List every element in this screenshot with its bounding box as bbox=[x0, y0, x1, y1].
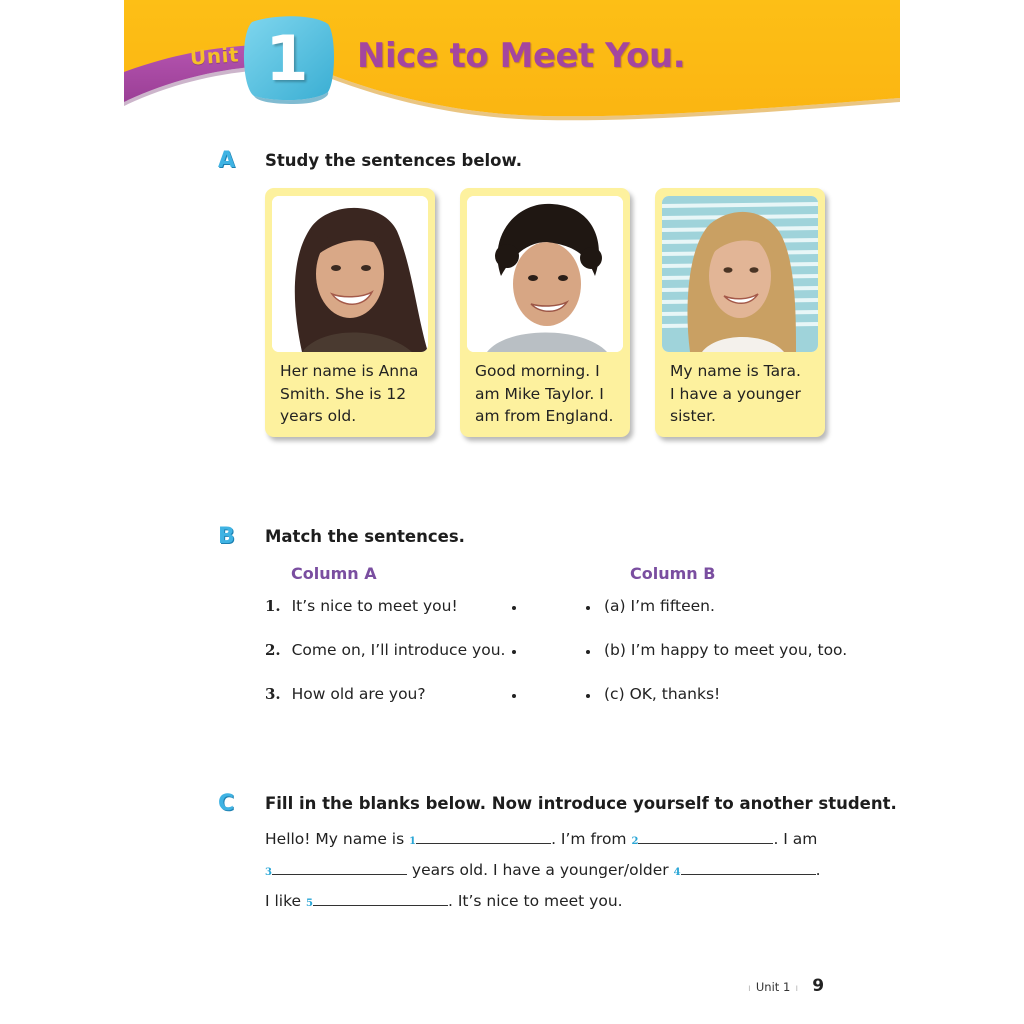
fill-line-3 bbox=[265, 892, 623, 910]
match-dot-b2[interactable] bbox=[586, 650, 590, 654]
blank-field-2[interactable] bbox=[638, 831, 773, 844]
caption-line: Smith. She is 12 bbox=[280, 384, 407, 403]
unit-label: Unit bbox=[189, 42, 240, 70]
section-b-letter: B bbox=[218, 524, 235, 549]
section-a-instruction: Study the sentences below. bbox=[265, 151, 522, 170]
section-a-letter: A bbox=[218, 148, 236, 173]
caption-line: sister. bbox=[670, 407, 716, 425]
unit-number-badge: 1 bbox=[265, 22, 309, 95]
column-b-item-a bbox=[604, 597, 715, 615]
caption-line: am Mike Taylor. I bbox=[475, 384, 604, 403]
column-a-item-1 bbox=[265, 597, 458, 615]
item-text: How old are you? bbox=[291, 685, 426, 703]
item-text: I’m happy to meet you, too. bbox=[630, 641, 848, 659]
fill-text: . I’m from bbox=[551, 830, 632, 848]
footer-unit-label: Unit 1 bbox=[755, 980, 791, 994]
section-c-letter: C bbox=[218, 791, 235, 816]
match-dot-a1[interactable] bbox=[512, 606, 516, 610]
divider-tick: ı bbox=[748, 983, 751, 994]
fill-line-1 bbox=[265, 830, 817, 848]
caption-line: am from England. bbox=[475, 407, 614, 425]
profile-card-anna bbox=[265, 188, 435, 437]
caption-line: My name is Tara. bbox=[670, 362, 801, 380]
girl-blonde-hair-photo bbox=[662, 196, 818, 352]
fill-text: . I am bbox=[773, 830, 818, 848]
match-dot-a2[interactable] bbox=[512, 650, 516, 654]
item-label: (a) bbox=[604, 597, 626, 615]
match-dot-b1[interactable] bbox=[586, 606, 590, 610]
card-caption bbox=[280, 360, 430, 428]
blank-number: 5 bbox=[306, 898, 313, 909]
item-text: I’m fifteen. bbox=[630, 597, 715, 615]
blank-field-1[interactable] bbox=[416, 831, 551, 844]
section-c-instruction: Fill in the blanks below. Now introduce yourself to another student. bbox=[265, 794, 897, 813]
item-text: Come on, I’ll introduce you. bbox=[291, 641, 506, 659]
page-number: 9 bbox=[812, 976, 825, 996]
fill-line-2 bbox=[265, 861, 821, 879]
column-a-item-2 bbox=[265, 641, 505, 659]
fill-text: Hello! My name is bbox=[265, 830, 410, 848]
fill-text: . bbox=[815, 861, 821, 879]
fill-text: years old. I have a younger/older bbox=[406, 861, 674, 879]
boy-curly-hair-photo bbox=[467, 196, 623, 352]
blank-number: 3 bbox=[265, 867, 272, 878]
blank-number: 1 bbox=[409, 836, 417, 847]
blank-field-4[interactable] bbox=[681, 862, 816, 875]
caption-line: I have a younger bbox=[670, 384, 801, 403]
fill-text: . It’s nice to meet you. bbox=[447, 892, 623, 910]
column-a-item-3 bbox=[265, 685, 426, 703]
card-caption bbox=[475, 360, 625, 428]
column-b-item-b bbox=[604, 641, 847, 659]
item-number: 3. bbox=[265, 685, 281, 703]
fill-text: I like bbox=[265, 892, 306, 910]
column-b-item-c bbox=[604, 685, 720, 703]
item-number: 1. bbox=[265, 597, 281, 615]
profile-card-tara bbox=[655, 188, 825, 437]
blank-number: 4 bbox=[673, 867, 681, 878]
column-b-heading: Column B bbox=[630, 564, 716, 583]
item-text: It’s nice to meet you! bbox=[291, 597, 458, 615]
match-dot-b3[interactable] bbox=[586, 694, 590, 698]
item-label: (b) bbox=[604, 641, 626, 659]
blank-number: 2 bbox=[631, 836, 639, 847]
item-number: 2. bbox=[265, 641, 281, 659]
unit-banner bbox=[124, 0, 900, 130]
card-caption bbox=[670, 360, 820, 428]
item-text: OK, thanks! bbox=[629, 685, 721, 703]
divider-tick: ı bbox=[795, 983, 799, 994]
girl-dark-hair-photo bbox=[272, 196, 428, 352]
section-b-instruction: Match the sentences. bbox=[265, 527, 465, 546]
caption-line: Good morning. I bbox=[475, 362, 600, 380]
item-label: (c) bbox=[604, 685, 625, 703]
match-dot-a3[interactable] bbox=[512, 694, 516, 698]
page-title: Nice to Meet You. bbox=[357, 36, 686, 76]
profile-card-mike bbox=[460, 188, 630, 437]
blank-field-5[interactable] bbox=[313, 893, 448, 906]
column-a-heading: Column A bbox=[291, 564, 377, 583]
blank-field-3[interactable] bbox=[272, 862, 407, 875]
caption-line: years old. bbox=[280, 407, 357, 425]
caption-line: Her name is Anna bbox=[280, 362, 419, 380]
page-footer bbox=[748, 976, 824, 996]
